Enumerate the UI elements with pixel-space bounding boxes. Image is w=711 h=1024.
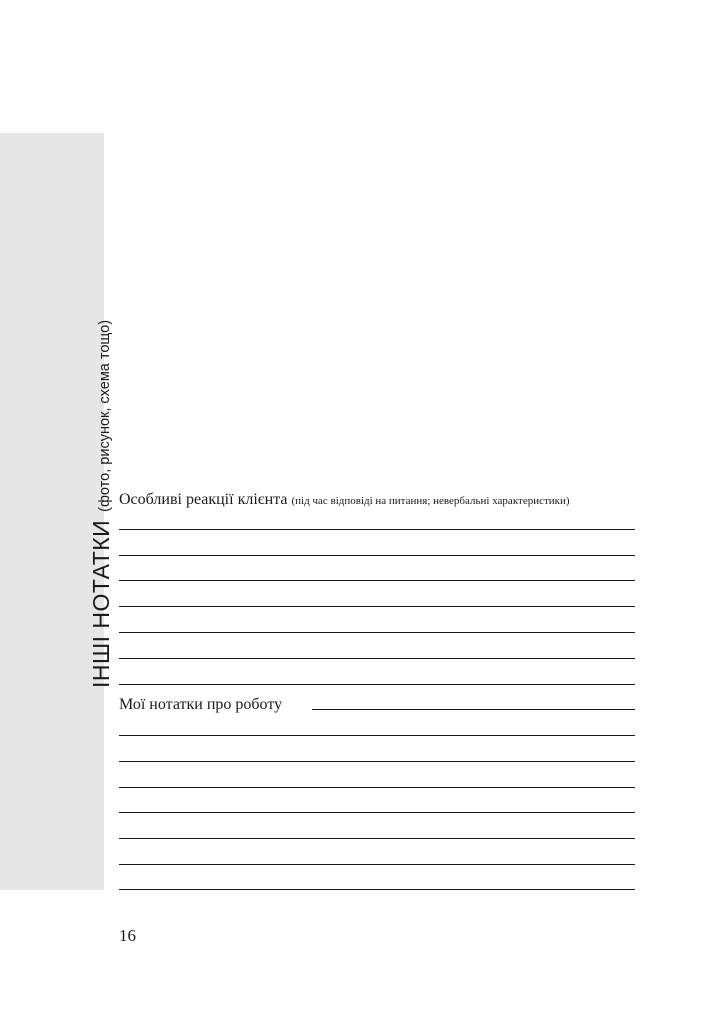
notes-line-2[interactable] [119, 761, 635, 762]
notes-title: Мої нотатки про роботу [119, 696, 283, 713]
notes-line-4[interactable] [119, 812, 635, 813]
reactions-line-1[interactable] [119, 529, 635, 530]
notes-line-3[interactable] [119, 787, 635, 788]
reactions-line-7[interactable] [119, 684, 635, 685]
notes-line-5[interactable] [119, 838, 635, 839]
reactions-heading [119, 492, 570, 508]
notes-line-1[interactable] [119, 735, 635, 736]
page-number: 16 [119, 926, 136, 945]
notes-heading [119, 697, 282, 713]
notes-line-6[interactable] [119, 864, 635, 865]
notes-line-7[interactable] [119, 889, 635, 890]
sidebar-title: ІНШІ НОТАТКИ [88, 519, 114, 688]
sidebar-vertical-title [88, 320, 115, 688]
reactions-line-6[interactable] [119, 658, 635, 659]
reactions-note: (під час відповіді на питання; невербальні характеристики) [291, 495, 570, 507]
reactions-line-2[interactable] [119, 555, 635, 556]
reactions-line-5[interactable] [119, 632, 635, 633]
notes-line-inline[interactable] [312, 709, 635, 710]
sidebar-subtitle: (фото, рисунок, схема тощо) [97, 319, 113, 512]
reactions-line-4[interactable] [119, 606, 635, 607]
reactions-title: Особливі реакції клієнта [119, 491, 288, 508]
reactions-line-3[interactable] [119, 580, 635, 581]
